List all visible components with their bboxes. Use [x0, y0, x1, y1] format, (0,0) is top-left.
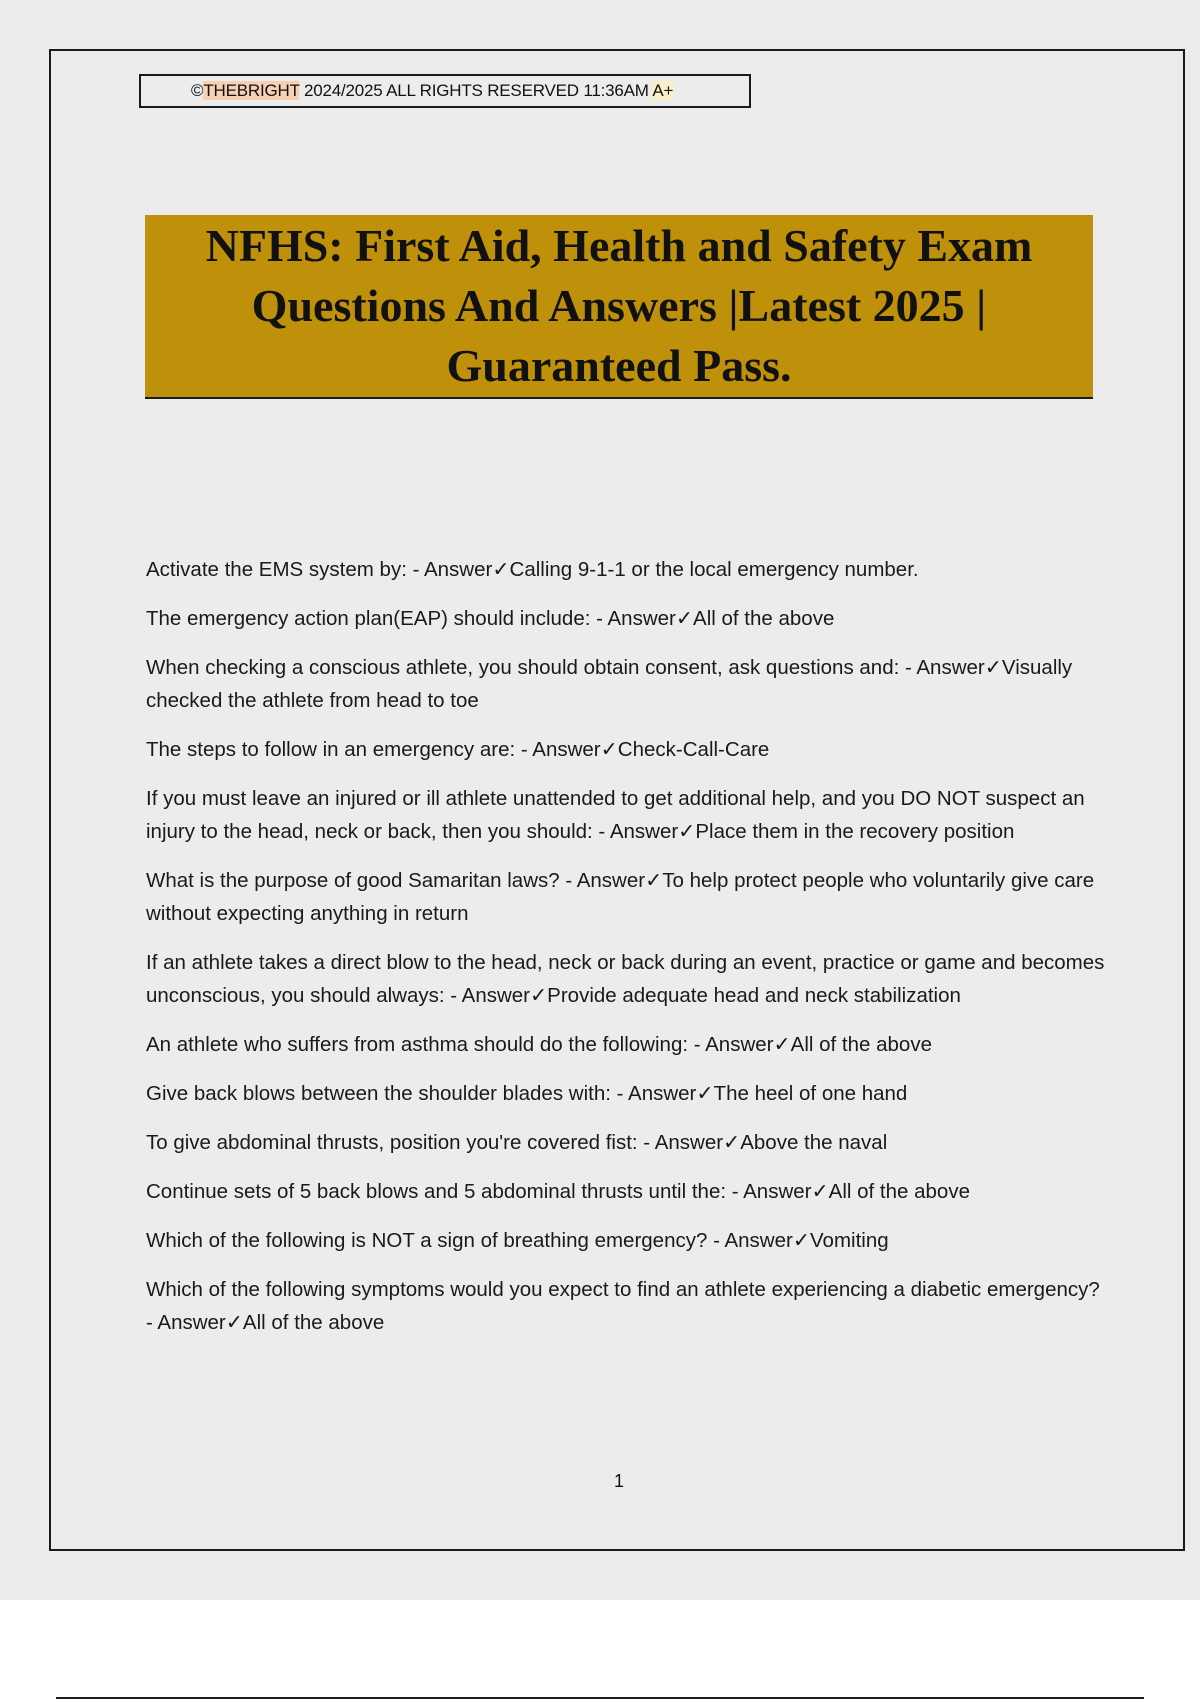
- copyright-symbol: ©: [191, 81, 204, 100]
- qa-item: Give back blows between the shoulder blades with: - Answer✓The heel of one hand: [146, 1082, 908, 1105]
- grade-badge: A+: [652, 81, 674, 100]
- page-number: 1: [613, 1471, 624, 1491]
- page-border: [49, 49, 1185, 1551]
- qa-item: Which of the following symptoms would you expect to find an athlete experiencing a diabetic emergency? - Answer✓All of the above: [146, 1278, 1100, 1334]
- title-line: NFHS: First Aid, Health and Safety Exam: [205, 220, 1033, 271]
- title-banner: [145, 215, 1093, 399]
- qa-item: The emergency action plan(EAP) should include: - Answer✓All of the above: [146, 607, 835, 630]
- copyright-header: [139, 74, 751, 108]
- qa-item: An athlete who suffers from asthma should do the following: - Answer✓All of the above: [146, 1033, 932, 1056]
- title-line: Guaranteed Pass.: [446, 340, 792, 391]
- brand-name: THEBRIGHT: [203, 81, 300, 100]
- question-answer-list: [146, 553, 1106, 1355]
- copyright-text: 2024/2025 ALL RIGHTS RESERVED 11:36AM: [299, 81, 653, 100]
- qa-item: Activate the EMS system by: - Answer✓Calling 9-1-1 or the local emergency number.: [146, 558, 919, 581]
- document-title: [169, 216, 1069, 396]
- title-line: Questions And Answers |Latest 2025 |: [251, 280, 987, 331]
- qa-item: The steps to follow in an emergency are: - Answer✓Check-Call-Care: [146, 738, 770, 761]
- next-page-rule: [56, 1697, 1144, 1699]
- qa-item: If an athlete takes a direct blow to the head, neck or back during an event, practice or game and becomes unconscious, you should always: - Answer✓Provide adequate head and neck stabilization: [146, 951, 1105, 1007]
- qa-item: To give abdominal thrusts, position you're covered fist: - Answer✓Above the naval: [146, 1131, 888, 1154]
- qa-item: Continue sets of 5 back blows and 5 abdominal thrusts until the: - Answer✓All of the above: [146, 1180, 970, 1203]
- qa-item: When checking a conscious athlete, you should obtain consent, ask questions and: - Answer✓Visually checked the athlete from head to toe: [146, 656, 1073, 712]
- qa-item: Which of the following is NOT a sign of breathing emergency? - Answer✓Vomiting: [146, 1229, 889, 1252]
- qa-item: If you must leave an injured or ill athlete unattended to get additional help, and you DO NOT suspect an injury to the head, neck or back, then you should: - Answer✓Place them in the recovery position: [146, 787, 1085, 843]
- qa-item: What is the purpose of good Samaritan laws? - Answer✓To help protect people who voluntarily give care without expecting anything in return: [146, 869, 1095, 925]
